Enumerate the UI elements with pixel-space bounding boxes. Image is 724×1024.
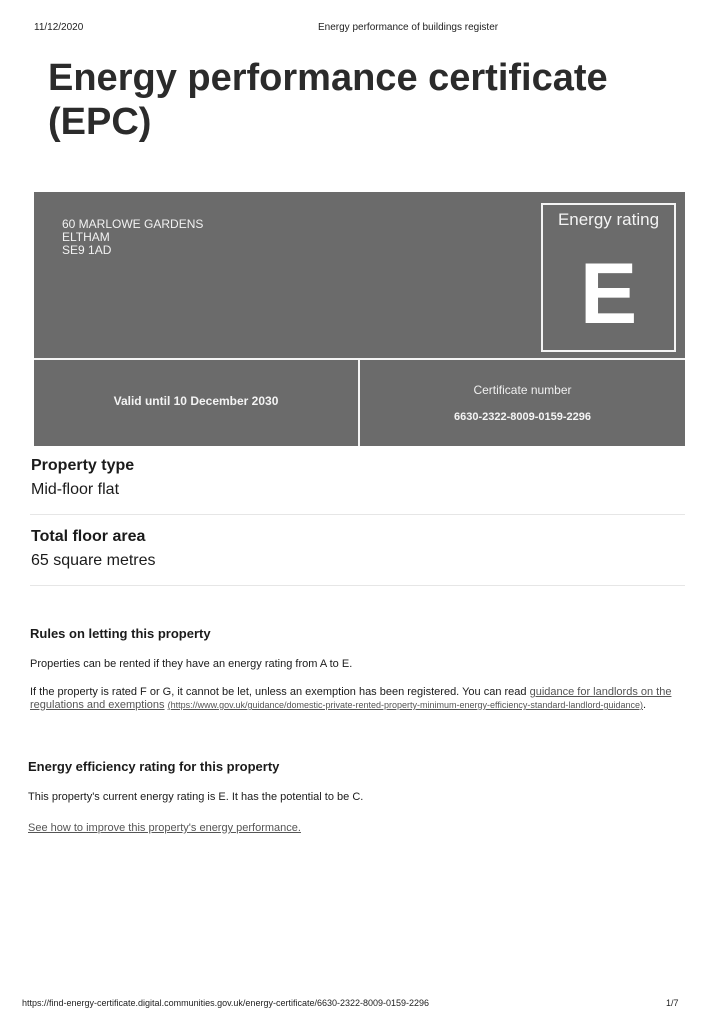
landlord-guidance-link[interactable]: guidance for landlords on the regulations and exemptions bbox=[30, 686, 672, 711]
floor-area-label: Total floor area bbox=[31, 528, 146, 545]
property-type-label: Property type bbox=[31, 457, 135, 474]
section-divider bbox=[30, 585, 685, 586]
energy-rating-label: Energy rating bbox=[557, 210, 660, 229]
letting-rules-heading: Rules on letting this property bbox=[30, 626, 211, 641]
print-header-title: Energy performance of buildings register bbox=[318, 22, 499, 33]
page-number: 1/7 bbox=[666, 998, 679, 1008]
address-line-3: SE9 1AD bbox=[62, 243, 112, 257]
valid-until: Valid until 10 December 2030 bbox=[113, 394, 279, 408]
improve-performance-link[interactable]: See how to improve this property's energy performance. bbox=[28, 822, 301, 834]
banner-divider-vertical bbox=[358, 360, 360, 446]
letting-rules-end: . bbox=[642, 699, 647, 711]
address-line-1: 60 MARLOWE GARDENS bbox=[62, 217, 204, 231]
property-type-value: Mid-floor flat bbox=[31, 481, 120, 498]
efficiency-heading: Energy efficiency rating for this property bbox=[28, 759, 280, 774]
energy-rating-letter: E bbox=[579, 246, 638, 342]
floor-area-value: 65 square metres bbox=[31, 552, 156, 569]
letting-rules-text: If the property is rated F or G, it cannot be let, unless an exemption has been registered. You can read bbox=[30, 686, 530, 698]
property-address bbox=[62, 218, 203, 257]
address-line-2: ELTHAM bbox=[62, 230, 110, 244]
landlord-guidance-url[interactable]: (https://www.gov.uk/guidance/domestic-private-rented-property-minimum-energy-efficiency-standard-landlord-guidance) bbox=[167, 700, 643, 710]
energy-rating-box bbox=[541, 203, 676, 352]
certificate-number: 6630-2322-8009-0159-2296 bbox=[453, 411, 591, 423]
print-footer-url: https://find-energy-certificate.digital.communities.gov.uk/energy-certificate/6630-2322-8009-0159-2296 bbox=[22, 998, 430, 1008]
page-title: Energy performance certificate (EPC) bbox=[48, 57, 608, 143]
summary-banner bbox=[34, 192, 685, 446]
efficiency-paragraph: This property's current energy rating is E. It has the potential to be C. bbox=[28, 791, 364, 803]
certificate-number-label: Certificate number bbox=[473, 383, 572, 397]
letting-rules-paragraph-1: Properties can be rented if they have an energy rating from A to E. bbox=[30, 658, 353, 670]
section-divider bbox=[30, 514, 685, 515]
print-date: 11/12/2020 bbox=[34, 22, 84, 33]
letting-rules-paragraph-2 bbox=[30, 686, 682, 712]
